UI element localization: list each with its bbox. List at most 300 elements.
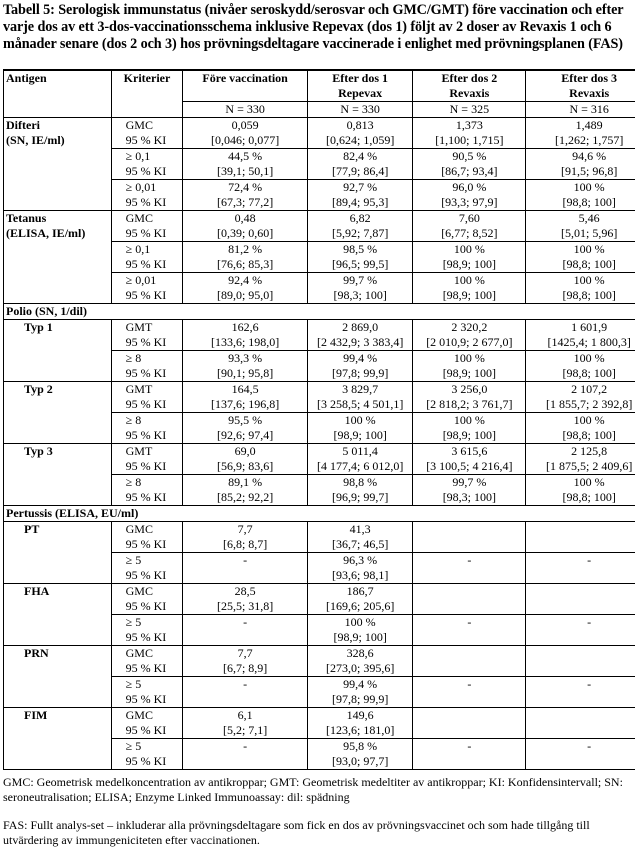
- value-cell: [183, 444, 308, 475]
- criteria-label: GMT: [125, 320, 153, 334]
- criteria-label: ≥ 8: [125, 475, 142, 489]
- value-ci: [3 258,5; 4 501,1]: [316, 397, 404, 411]
- criteria-label: GMC: [125, 708, 153, 722]
- criteria-cell: [111, 475, 183, 506]
- value-ci: [6,8; 8,7]: [222, 537, 268, 551]
- value-ci: [185, 754, 305, 769]
- value-estimate: [528, 584, 635, 599]
- criteria-cell: [111, 242, 183, 273]
- value-ci: [0,046; 0,077]: [210, 133, 280, 147]
- criteria-cell: [111, 382, 183, 413]
- value-ci: [92,6; 97,4]: [216, 428, 274, 442]
- value-cell: [413, 522, 526, 553]
- pertussis-row: [4, 584, 635, 615]
- criteria-label: GMT: [125, 444, 153, 458]
- value-estimate: 94,6 %: [572, 149, 607, 163]
- value-ci: [36,7; 46,5]: [331, 537, 389, 551]
- value-estimate: 100 %: [573, 242, 605, 256]
- value-cell: [307, 273, 413, 304]
- value-ci: [93,0; 97,7]: [331, 754, 389, 768]
- polio-row: [4, 320, 635, 351]
- value-cell: [183, 413, 308, 444]
- value-ci: [415, 568, 523, 583]
- criteria-cell: [111, 522, 183, 553]
- ci-label: 95 % KI: [125, 226, 167, 240]
- criteria-label: ≥ 5: [125, 615, 142, 629]
- criteria-cell: [111, 351, 183, 382]
- value-estimate: 2 125,8: [571, 444, 608, 458]
- value-cell: [183, 382, 308, 413]
- n-dose1: N = 330: [307, 102, 413, 118]
- value-ci: [528, 599, 635, 614]
- value-estimate: -: [467, 615, 472, 629]
- value-ci: [2 818,2; 3 761,7]: [426, 397, 513, 411]
- footnote-abbrev-line2: seroneutralisation; ELISA; Enzyme Linked Immunoassay: dil: spädning: [3, 790, 350, 804]
- ci-label: 95 % KI: [125, 164, 167, 178]
- value-cell: [307, 677, 413, 708]
- value-cell: [526, 646, 635, 677]
- value-ci: [415, 630, 523, 645]
- value-cell: [526, 615, 635, 646]
- value-cell: [307, 320, 413, 351]
- criteria-label: ≥ 8: [125, 351, 142, 365]
- value-cell: [307, 149, 413, 180]
- value-cell: [307, 553, 413, 584]
- value-estimate: [528, 646, 635, 661]
- value-cell: [307, 522, 413, 553]
- criteria-label: ≥ 0,1: [125, 149, 151, 163]
- value-estimate: 41,3: [349, 522, 371, 536]
- value-ci: [98,8; 100]: [562, 288, 616, 302]
- value-ci: [91,5; 96,8]: [560, 164, 618, 178]
- value-ci: [93,6; 98,1]: [331, 568, 389, 582]
- value-ci: [528, 537, 635, 552]
- ci-label: 95 % KI: [125, 459, 167, 473]
- value-estimate: 6,82: [349, 211, 371, 225]
- value-ci: [528, 754, 635, 769]
- value-ci: [169,6; 205,6]: [325, 599, 395, 613]
- value-estimate: -: [467, 553, 472, 567]
- ci-label: 95 % KI: [125, 257, 167, 271]
- header-col-dose3: Efter dos 3 Revaxis: [526, 70, 635, 102]
- value-estimate: 96,0 %: [452, 180, 487, 194]
- pertussis-type-cell: FIM: [4, 708, 112, 770]
- value-estimate: 44,5 %: [228, 149, 263, 163]
- value-cell: [307, 615, 413, 646]
- value-cell: [307, 646, 413, 677]
- value-estimate: 2 869,0: [342, 320, 379, 334]
- value-ci: [5,01; 5,96]: [560, 226, 618, 240]
- table-caption: Tabell 5: Serologisk immunstatus (nivåer seroskydd/serosvar och GMC/GMT) före vaccination och efter varje dos av ett 3-dos-vaccinationsschema inklusive Repevax (dos 1) följt av 2 doser av Revaxis 1 och 6 månader senare (dos 2 och 3) hos prövningsdeltagare vaccinerade i enlighet med prövningsplanen (FAS): [3, 2, 624, 52]
- value-cell: [183, 320, 308, 351]
- criteria-cell: [111, 677, 183, 708]
- value-cell: [526, 708, 635, 739]
- pertussis-section-row: [4, 506, 635, 522]
- tetanus-row: [4, 211, 635, 242]
- pertussis-section-title: Pertussis (ELISA, EU/ml): [4, 506, 183, 522]
- value-cell: [413, 382, 526, 413]
- value-cell: [413, 615, 526, 646]
- footnote-abbreviations: [3, 775, 633, 805]
- value-cell: [307, 211, 413, 242]
- ci-label: 95 % KI: [125, 661, 167, 675]
- value-ci: [185, 568, 305, 583]
- value-ci: [98,9; 100]: [442, 288, 497, 302]
- pertussis-type-cell: FHA: [4, 584, 112, 646]
- value-estimate: 99,4 %: [343, 677, 378, 691]
- footnote-fas-line1: FAS: Fullt analys-set – inkluderar alla prövningsdeltagare som fick en dos av prövningsvaccinet och som hade tillgång till: [3, 818, 590, 832]
- value-estimate: 96,3 %: [343, 553, 378, 567]
- value-cell: [183, 584, 308, 615]
- polio-type-cell: Typ 2: [4, 382, 112, 444]
- criteria-cell: [111, 180, 183, 211]
- difteri-row: [4, 118, 635, 149]
- value-ci: [415, 692, 523, 707]
- value-ci: [185, 692, 305, 707]
- value-estimate: -: [467, 677, 472, 691]
- value-ci: [528, 692, 635, 707]
- ci-label: 95 % KI: [125, 630, 167, 644]
- criteria-cell: [111, 413, 183, 444]
- value-ci: [98,9; 100]: [333, 428, 387, 442]
- value-estimate: 89,1 %: [228, 475, 263, 489]
- ci-label: 95 % KI: [125, 195, 167, 209]
- value-estimate: [528, 708, 635, 723]
- value-cell: [183, 242, 308, 273]
- value-estimate: 82,4 %: [343, 149, 378, 163]
- value-cell: [183, 553, 308, 584]
- value-ci: [415, 537, 523, 552]
- value-ci: [77,9; 86,4]: [331, 164, 389, 178]
- value-estimate: [415, 708, 523, 723]
- criteria-cell: [111, 320, 183, 351]
- value-cell: [183, 739, 308, 770]
- value-cell: [413, 351, 526, 382]
- value-estimate: 0,059: [231, 118, 259, 132]
- value-cell: [526, 273, 635, 304]
- value-estimate: 99,4 %: [343, 351, 378, 365]
- header-col-dose2: Efter dos 2 Revaxis: [413, 70, 526, 102]
- value-estimate: 100 %: [573, 413, 605, 427]
- polio-type-cell: Typ 1: [4, 320, 112, 382]
- value-cell: [307, 739, 413, 770]
- value-cell: [413, 180, 526, 211]
- value-cell: [413, 553, 526, 584]
- value-cell: [413, 320, 526, 351]
- value-estimate: 100 %: [344, 413, 376, 427]
- value-ci: [528, 630, 635, 645]
- value-estimate: 92,4 %: [228, 273, 263, 287]
- value-ci: [133,6; 198,0]: [210, 335, 280, 349]
- value-cell: [307, 242, 413, 273]
- value-cell: [526, 739, 635, 770]
- value-cell: [413, 677, 526, 708]
- value-cell: [183, 273, 308, 304]
- value-estimate: -: [467, 739, 472, 753]
- value-cell: [307, 413, 413, 444]
- value-estimate: 6,1: [237, 708, 253, 722]
- value-ci: [0,39; 0,60]: [216, 226, 274, 240]
- value-ci: [97,8; 99,9]: [331, 366, 389, 380]
- value-ci: [528, 723, 635, 738]
- value-ci: [98,8; 100]: [562, 366, 616, 380]
- criteria-label: ≥ 8: [125, 413, 142, 427]
- value-cell: [183, 351, 308, 382]
- value-cell: [526, 584, 635, 615]
- value-ci: [415, 723, 523, 738]
- value-estimate: 95,5 %: [228, 413, 263, 427]
- criteria-cell: [111, 149, 183, 180]
- ci-label: 95 % KI: [125, 537, 167, 551]
- value-ci: [6,7; 8,9]: [222, 661, 268, 675]
- value-cell: [413, 118, 526, 149]
- value-estimate: -: [587, 553, 592, 567]
- header-col-dose1: Efter dos 1 Repevax: [307, 70, 413, 102]
- value-ci: [528, 568, 635, 583]
- value-estimate: 7,60: [458, 211, 480, 225]
- value-estimate: 7,7: [237, 522, 253, 536]
- value-cell: [526, 444, 635, 475]
- pertussis-section-filler: [183, 506, 635, 522]
- value-estimate: 100 %: [344, 615, 376, 629]
- criteria-label: GMT: [125, 382, 153, 396]
- criteria-label: ≥ 5: [125, 677, 142, 691]
- value-estimate: [528, 522, 635, 537]
- value-ci: [98,3; 100]: [333, 288, 387, 302]
- criteria-label: ≥ 0,01: [125, 273, 157, 287]
- criteria-label: GMC: [125, 522, 153, 536]
- criteria-label: ≥ 0,1: [125, 242, 151, 256]
- value-ci: [1425,4; 1 800,3]: [547, 335, 631, 349]
- value-estimate: 1 601,9: [571, 320, 608, 334]
- criteria-cell: [111, 739, 183, 770]
- difteri-antigen-cell: [4, 118, 112, 211]
- value-estimate: 98,8 %: [343, 475, 378, 489]
- value-estimate: 100 %: [573, 475, 605, 489]
- value-cell: [183, 211, 308, 242]
- value-cell: [307, 382, 413, 413]
- value-estimate: 3 256,0: [451, 382, 488, 396]
- value-ci: [5,92; 7,87]: [331, 226, 389, 240]
- value-cell: [526, 242, 635, 273]
- value-ci: [273,0; 395,6]: [325, 661, 395, 675]
- value-cell: [526, 553, 635, 584]
- value-ci: [3 100,5; 4 216,4]: [426, 459, 513, 473]
- value-ci: [185, 630, 305, 645]
- value-cell: [413, 242, 526, 273]
- value-cell: [526, 149, 635, 180]
- pertussis-row: [4, 522, 635, 553]
- value-cell: [183, 708, 308, 739]
- value-cell: [183, 677, 308, 708]
- value-ci: [67,3; 77,2]: [216, 195, 274, 209]
- value-cell: [413, 739, 526, 770]
- value-ci: [98,9; 100]: [442, 257, 497, 271]
- ci-label: 95 % KI: [125, 397, 167, 411]
- criteria-label: ≥ 0,01: [125, 180, 157, 194]
- value-ci: [98,8; 100]: [562, 195, 616, 209]
- value-ci: [5,2; 7,1]: [222, 723, 268, 737]
- ci-label: 95 % KI: [125, 723, 167, 737]
- value-cell: [183, 475, 308, 506]
- value-ci: [93,3; 97,9]: [441, 195, 498, 209]
- value-ci: [98,9; 100]: [333, 630, 387, 644]
- value-ci: [0,624; 1,059]: [325, 133, 395, 147]
- value-estimate: 162,6: [231, 320, 259, 334]
- value-estimate: 100 %: [453, 413, 485, 427]
- value-cell: [307, 180, 413, 211]
- value-cell: [183, 522, 308, 553]
- value-ci: [96,5; 99,5]: [331, 257, 389, 271]
- value-estimate: 2 320,2: [451, 320, 488, 334]
- antigen-name: Difteri: [6, 118, 40, 132]
- criteria-cell: [111, 708, 183, 739]
- value-cell: [526, 320, 635, 351]
- header-antigen: Antigen: [4, 70, 112, 118]
- value-estimate: 81,2 %: [228, 242, 263, 256]
- value-cell: [183, 615, 308, 646]
- value-estimate: 3 829,7: [342, 382, 379, 396]
- value-estimate: 186,7: [346, 584, 374, 598]
- value-cell: [307, 118, 413, 149]
- value-estimate: 100 %: [453, 273, 485, 287]
- criteria-cell: [111, 584, 183, 615]
- value-cell: [526, 413, 635, 444]
- value-ci: [4 177,4; 6 012,0]: [316, 459, 404, 473]
- value-ci: [98,3; 100]: [442, 490, 497, 504]
- polio-type-cell: Typ 3: [4, 444, 112, 506]
- value-ci: [415, 599, 523, 614]
- value-estimate: 100 %: [453, 242, 485, 256]
- header-criteria: Kriterier: [111, 70, 183, 118]
- ci-label: 95 % KI: [125, 754, 167, 768]
- value-ci: [86,7; 93,4]: [441, 164, 498, 178]
- value-cell: [413, 584, 526, 615]
- value-ci: [415, 754, 523, 769]
- value-estimate: 72,4 %: [228, 180, 263, 194]
- value-ci: [56,9; 83,6]: [216, 459, 274, 473]
- value-ci: [25,5; 31,8]: [216, 599, 274, 613]
- value-estimate: 0,48: [234, 211, 256, 225]
- value-ci: [39,1; 50,1]: [216, 164, 274, 178]
- ci-label: 95 % KI: [125, 692, 167, 706]
- value-estimate: 100 %: [573, 180, 605, 194]
- value-cell: [526, 211, 635, 242]
- value-cell: [526, 475, 635, 506]
- n-dose2: N = 325: [413, 102, 526, 118]
- value-ci: [97,8; 99,9]: [331, 692, 389, 706]
- header-row: [4, 70, 635, 102]
- value-ci: [2 010,9; 2 677,0]: [426, 335, 513, 349]
- value-ci: [85,2; 92,2]: [216, 490, 274, 504]
- ci-label: 95 % KI: [125, 568, 167, 582]
- criteria-cell: [111, 553, 183, 584]
- value-cell: [526, 180, 635, 211]
- ci-label: 95 % KI: [125, 133, 167, 147]
- criteria-label: ≥ 5: [125, 553, 142, 567]
- tetanus-antigen-cell: [4, 211, 112, 304]
- value-cell: [307, 475, 413, 506]
- antigen-unit: (SN, IE/ml): [6, 133, 65, 147]
- value-ci: [98,8; 100]: [562, 257, 616, 271]
- value-cell: [526, 522, 635, 553]
- value-estimate: 100 %: [573, 351, 605, 365]
- value-cell: [413, 475, 526, 506]
- ci-label: 95 % KI: [125, 366, 167, 380]
- value-ci: [1 855,7; 2 392,8]: [545, 397, 633, 411]
- criteria-cell: [111, 444, 183, 475]
- value-ci: [90,1; 95,8]: [216, 366, 274, 380]
- value-estimate: 3 615,6: [451, 444, 488, 458]
- value-cell: [183, 646, 308, 677]
- value-cell: [307, 444, 413, 475]
- value-estimate: [415, 584, 523, 599]
- ci-label: 95 % KI: [125, 335, 167, 349]
- value-estimate: 100 %: [573, 273, 605, 287]
- value-estimate: 92,7 %: [343, 180, 378, 194]
- value-estimate: 99,7 %: [343, 273, 378, 287]
- value-cell: [307, 708, 413, 739]
- footnote-abbrev-line1: GMC: Geometrisk medelkoncentration av antikroppar; GMT: Geometrisk medeltiter av antikroppar; KI: Konfidensintervall; SN:: [3, 775, 623, 789]
- antigen-unit: (ELISA, IE/ml): [6, 226, 86, 240]
- value-ci: [6,77; 8,52]: [441, 226, 498, 240]
- value-estimate: 100 %: [453, 351, 485, 365]
- polio-row: [4, 444, 635, 475]
- pertussis-type-cell: PRN: [4, 646, 112, 708]
- value-ci: [137,6; 196,8]: [210, 397, 280, 411]
- value-estimate: 99,7 %: [452, 475, 487, 489]
- value-estimate: 5,46: [578, 211, 600, 225]
- value-cell: [183, 180, 308, 211]
- value-ci: [98,8; 100]: [562, 490, 616, 504]
- value-estimate: [415, 646, 523, 661]
- value-cell: [413, 273, 526, 304]
- criteria-label: GMC: [125, 584, 153, 598]
- value-cell: [413, 646, 526, 677]
- value-estimate: [415, 522, 523, 537]
- value-estimate: 1,489: [575, 118, 603, 132]
- value-cell: [413, 211, 526, 242]
- value-estimate: 95,8 %: [343, 739, 378, 753]
- value-estimate: 1,373: [455, 118, 483, 132]
- immune-status-table: [3, 69, 635, 770]
- value-estimate: 93,3 %: [228, 351, 263, 365]
- criteria-label: GMC: [125, 211, 153, 225]
- polio-section-row: [4, 304, 635, 320]
- value-estimate: -: [587, 615, 592, 629]
- value-estimate: 5 011,4: [342, 444, 378, 458]
- value-ci: [96,9; 99,7]: [331, 490, 389, 504]
- value-estimate: 0,813: [346, 118, 374, 132]
- value-estimate: -: [243, 615, 248, 629]
- value-estimate: 98,5 %: [343, 242, 378, 256]
- value-cell: [413, 413, 526, 444]
- value-estimate: 328,6: [346, 646, 374, 660]
- value-cell: [413, 149, 526, 180]
- value-cell: [526, 677, 635, 708]
- value-cell: [413, 708, 526, 739]
- criteria-label: ≥ 5: [125, 739, 142, 753]
- value-ci: [1 875,5; 2 409,6]: [545, 459, 633, 473]
- pertussis-row: [4, 646, 635, 677]
- value-ci: [76,6; 85,3]: [216, 257, 274, 271]
- footnote-fas-line2: utvärdering av immungeniciteten efter vaccinationen.: [3, 833, 260, 847]
- value-cell: [526, 382, 635, 413]
- value-ci: [98,9; 100]: [442, 428, 497, 442]
- value-ci: [98,9; 100]: [442, 366, 497, 380]
- ci-label: 95 % KI: [125, 599, 167, 613]
- value-estimate: -: [587, 677, 592, 691]
